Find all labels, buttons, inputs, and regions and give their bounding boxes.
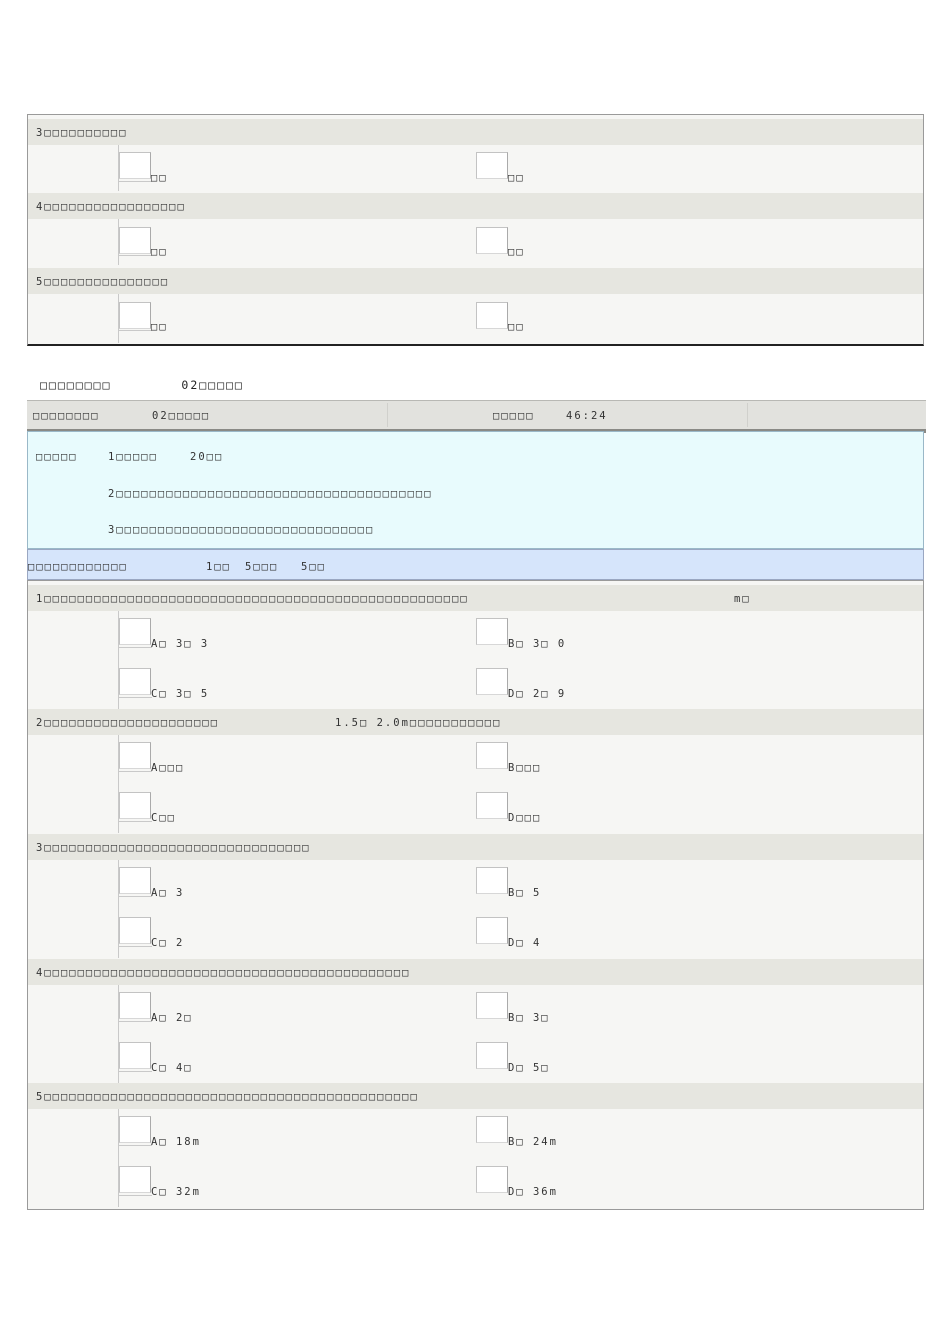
tree-line <box>118 255 152 256</box>
option-radio[interactable] <box>476 1042 508 1069</box>
option-label: C□ 2 <box>151 937 185 949</box>
option-label: □□ <box>508 321 525 333</box>
option-radio[interactable] <box>476 1116 508 1143</box>
option-label: D□ 5□ <box>508 1062 550 1074</box>
option-label: □□ <box>151 321 168 333</box>
timer-value: 46:24 <box>566 410 608 422</box>
question-row <box>28 959 923 985</box>
notice-line-2: 2□□□□□□□□□□□□□□□□□□□□□□□□□□□□□□□□□□□□□□ <box>108 488 433 500</box>
option-radio[interactable] <box>119 668 151 695</box>
tree-line <box>118 1021 152 1022</box>
section-bar-per: 5□□□ <box>245 561 279 573</box>
option-label: A□ 2□ <box>151 1012 193 1024</box>
tree-line <box>118 821 152 822</box>
option-label: B□ 24m <box>508 1136 558 1148</box>
option-radio[interactable] <box>119 992 151 1019</box>
option-radio[interactable] <box>476 992 508 1019</box>
option-radio[interactable] <box>476 302 508 329</box>
option-radio[interactable] <box>119 792 151 819</box>
option-label: □□ <box>151 172 168 184</box>
exam-name-value: 02□□□□□ <box>152 410 211 422</box>
option-label: A□ 3 <box>151 887 185 899</box>
section-bar-total: 5□□ <box>301 561 326 573</box>
option-radio[interactable] <box>476 742 508 769</box>
option-radio[interactable] <box>119 742 151 769</box>
exam-header <box>27 400 926 433</box>
question-row <box>28 1083 923 1109</box>
exam-name-label: □□□□□□□□ <box>33 410 100 422</box>
option-radio[interactable] <box>476 792 508 819</box>
option-label: D□□□ <box>508 812 542 824</box>
option-label: A□ 3□ 3 <box>151 638 210 650</box>
tree-line <box>118 896 152 897</box>
option-radio[interactable] <box>476 152 508 179</box>
option-label: □□ <box>151 246 168 258</box>
option-label: D□ 36m <box>508 1186 558 1198</box>
question-text: 4□□□□□□□□□□□□□□□□□□□□□□□□□□□□□□□□□□□□□□□□□□□□ <box>36 967 411 979</box>
option-radio[interactable] <box>119 1116 151 1143</box>
tree-line <box>118 1071 152 1072</box>
section-title-left: □□□□□□□□ <box>40 378 112 392</box>
question-text: 3□□□□□□□□□□□□□□□□□□□□□□□□□□□□□□□□ <box>36 842 311 854</box>
question-text: 5□□□□□□□□□□□□□□□□□□□□□□□□□□□□□□□□□□□□□□□□□□□□□ <box>36 1091 419 1103</box>
option-label: B□ 3□ <box>508 1012 550 1024</box>
option-radio[interactable] <box>119 618 151 645</box>
question-row <box>28 268 923 294</box>
question-row <box>28 709 923 735</box>
option-radio[interactable] <box>476 867 508 894</box>
tree-line <box>118 1195 152 1196</box>
option-radio[interactable] <box>119 1042 151 1069</box>
option-label: D□ 2□ 9 <box>508 688 567 700</box>
tree-line <box>118 946 152 947</box>
question-row <box>28 193 923 219</box>
notice-label: □□□□□ <box>36 451 78 463</box>
section-bar <box>27 549 924 580</box>
option-radio[interactable] <box>119 302 151 329</box>
option-label: B□□□ <box>508 762 542 774</box>
section-bar-count: 1□□ <box>206 561 231 573</box>
option-radio[interactable] <box>119 227 151 254</box>
option-label: B□ 3□ 0 <box>508 638 567 650</box>
option-label: A□ 18m <box>151 1136 201 1148</box>
question-block-top <box>27 114 924 346</box>
option-label: C□ 3□ 5 <box>151 688 210 700</box>
tree-line <box>118 647 152 648</box>
option-radio[interactable] <box>476 668 508 695</box>
option-label: □□ <box>508 172 525 184</box>
question-text: 3□□□□□□□□□□ <box>36 127 128 139</box>
question-text: 4□□□□□□□□□□□□□□□□□ <box>36 201 186 213</box>
option-radio[interactable] <box>119 867 151 894</box>
notice-line-3: 3□□□□□□□□□□□□□□□□□□□□□□□□□□□□□□□ <box>108 524 375 536</box>
section-bar-title: □□□□□□□□□□□□ <box>28 561 128 573</box>
question-row <box>28 119 923 145</box>
option-label: A□□□ <box>151 762 185 774</box>
question-text: 2□□□□□□□□□□□□□□□□□□□□□ <box>36 717 220 729</box>
option-label: C□□ <box>151 812 176 824</box>
option-radio[interactable] <box>476 917 508 944</box>
notice-line-1: 1□□□□□ <box>108 451 158 463</box>
question-block-main <box>27 580 924 1210</box>
question-row <box>28 585 923 611</box>
option-radio[interactable] <box>476 227 508 254</box>
divider <box>387 403 388 427</box>
option-radio[interactable] <box>119 917 151 944</box>
tree-line <box>118 771 152 772</box>
exam-notice <box>27 431 924 549</box>
tree-line <box>118 330 152 331</box>
question-text: 1□□□□□□□□□□□□□□□□□□□□□□□□□□□□□□□□□□□□□□□□□□□□□□□□□□□ <box>36 593 469 605</box>
option-label: B□ 5 <box>508 887 542 899</box>
question-text-suffix: 1.5□ 2.0m□□□□□□□□□□□ <box>335 717 502 729</box>
section-title-right: 02□□□□□ <box>181 378 244 392</box>
tree-line <box>118 181 152 182</box>
option-radio[interactable] <box>476 618 508 645</box>
notice-line-1-value: 20□□ <box>190 451 224 463</box>
option-label: C□ 4□ <box>151 1062 193 1074</box>
question-row <box>28 834 923 860</box>
tree-line <box>118 697 152 698</box>
option-label: C□ 32m <box>151 1186 201 1198</box>
option-label: D□ 4 <box>508 937 542 949</box>
section-title <box>40 378 244 392</box>
question-text: 5□□□□□□□□□□□□□□□ <box>36 276 170 288</box>
question-text-suffix: m□ <box>734 593 751 605</box>
option-radio[interactable] <box>119 1166 151 1193</box>
divider <box>747 403 748 427</box>
option-label: □□ <box>508 246 525 258</box>
option-radio[interactable] <box>476 1166 508 1193</box>
timer-label: □□□□□ <box>493 410 535 422</box>
option-radio[interactable] <box>119 152 151 179</box>
tree-line <box>118 1145 152 1146</box>
